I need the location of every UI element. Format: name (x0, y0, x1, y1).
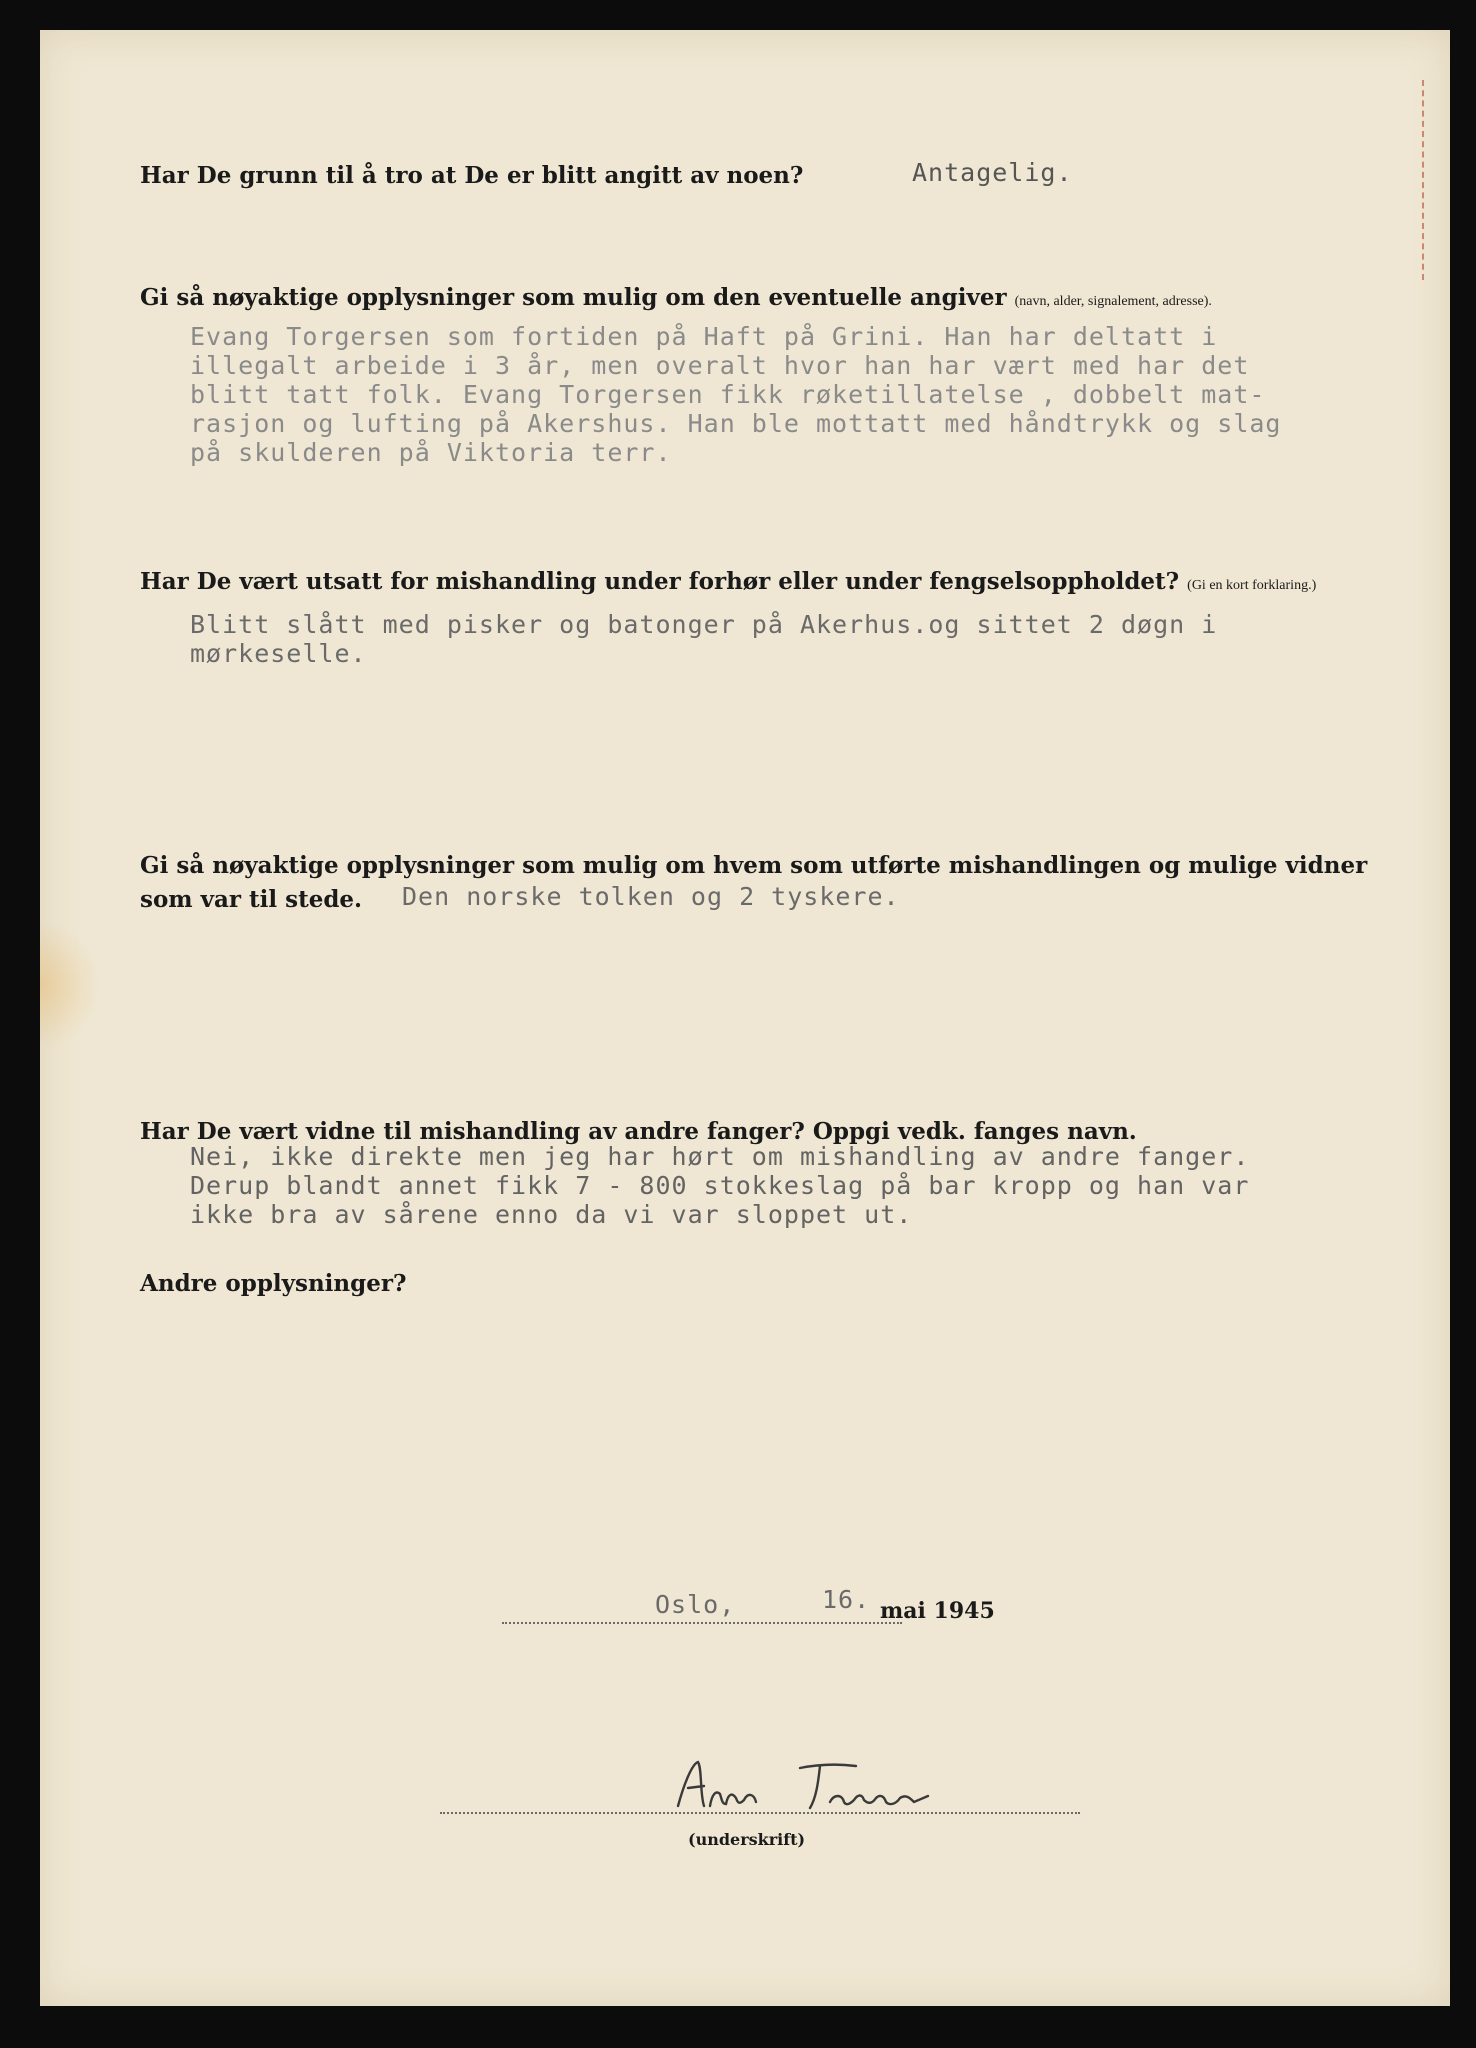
question-mishandling-note: (Gi en kort forklaring.) (1187, 578, 1317, 593)
date-place: Oslo, (655, 1590, 736, 1619)
answer-vidne-line: ikke bra av sårene enno da vi var sloppet ut. (190, 1200, 913, 1229)
question-vidne: Har De vært vidne til mishandling av andre fanger? Oppgi vedk. fanges navn. (140, 1118, 1137, 1145)
question-mishandling-label: Har De vært utsatt for mishandling under forhør eller under fengselsoppholdet? (140, 568, 1180, 595)
paper-stain (40, 920, 100, 1050)
answer-vidne-line: Nei, ikke direkte men jeg har hørt om mishandling av andre fanger. (190, 1142, 1250, 1171)
question-utforte: Gi så nøyaktige opplysninger som mulig om hvem som utførte mishandlingen og mulige vidner (140, 852, 1368, 879)
question-angiver (140, 284, 1212, 311)
question-angitt: Har De grunn til å tro at De er blitt angitt av noen? (140, 162, 804, 189)
answer-mishandling-line: mørkeselle. (190, 639, 367, 668)
answer-angitt: Antagelig. (912, 158, 1073, 187)
answer-angiver-line: blitt tatt folk. Evang Torgersen fikk røketillatelse , dobbelt mat- (190, 380, 1266, 409)
question-angiver-label: Gi så nøyaktige opplysninger som mulig om den eventuelle angiver (140, 284, 1007, 311)
answer-utforte: Den norske tolken og 2 tyskere. (402, 882, 900, 911)
date-day: 16. (822, 1585, 871, 1614)
question-mishandling (140, 568, 1316, 595)
question-utforte-line2: som var til stede. (140, 886, 363, 913)
document-page (40, 30, 1450, 2006)
signature-label: (underskrift) (688, 1830, 806, 1849)
answer-angiver-line: på skulderen på Viktoria terr. (190, 438, 672, 467)
question-andre: Andre opplysninger? (140, 1270, 407, 1297)
answer-angiver-line: rasjon og lufting på Akershus. Han ble mottatt med håndtrykk og slag (190, 409, 1282, 438)
date-line (502, 1622, 902, 1624)
answer-mishandling-line: Blitt slått med pisker og batonger på Akerhus.og sittet 2 døgn i (190, 610, 1218, 639)
answer-vidne-line: Derup blandt annet fikk 7 - 800 stokkeslag på bar kropp og han var (190, 1171, 1250, 1200)
signature (670, 1754, 960, 1818)
answer-angiver-line: illegalt arbeide i 3 år, men overalt hvor han har vært med har det (190, 351, 1250, 380)
date-month-year: mai 1945 (880, 1598, 995, 1624)
answer-angiver-line: Evang Torgersen som fortiden på Haft på Grini. Han har deltatt i (190, 322, 1218, 351)
margin-mark (1412, 80, 1424, 280)
question-angiver-note: (navn, alder, signalement, adresse). (1014, 294, 1212, 309)
signature-line (440, 1812, 1080, 1814)
